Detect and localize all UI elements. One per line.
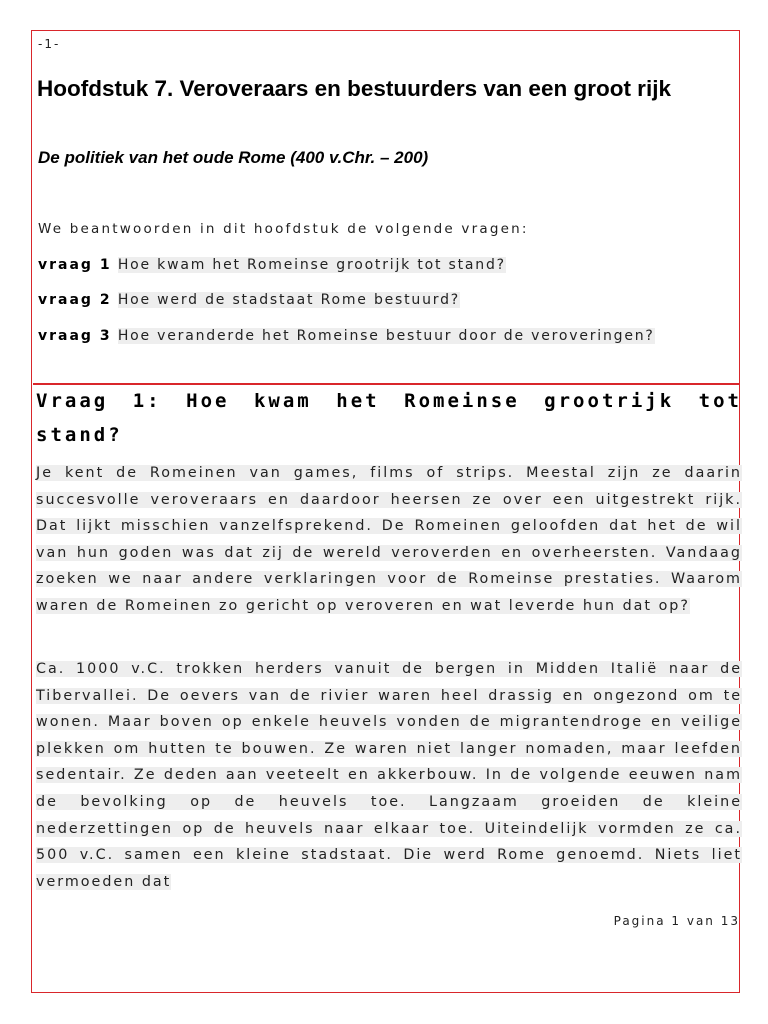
- question-label: vraag 1: [38, 257, 112, 273]
- question-item: [38, 292, 460, 308]
- question-text: Hoe werd de stadstaat Rome bestuurd?: [117, 292, 460, 308]
- paragraph-text: Je kent de Romeinen van games, films of strips. Meestal zijn ze daarin succesvolle veroveraars en daardoor heersen ze over een uitgestrekt rijk. Dat lijkt misschien vanzelfsprekend. De Romeinen geloofden dat het de wil van hun goden was dat zij de wereld veroverden en overheersten. Vandaag zoeken we naar andere verklaringen voor de Romeinse prestaties. Waarom waren de Romeinen zo gericht op veroveren en wat leverde hun dat op?: [36, 465, 742, 614]
- chapter-subtitle: De politiek van het oude Rome (400 v.Chr. – 200): [38, 148, 429, 167]
- paragraph-text: Ca. 1000 v.C. trokken herders vanuit de bergen in Midden Italië naar de Tibervallei. De oevers van de rivier waren heel drassig en ongezond om te wonen. Maar boven op enkele heuvels vonden de migrantendroge en veilige plekken om hutten te bouwen. Ze waren niet langer nomaden, maar leefden sedentair. Ze deden aan veeteelt en akkerbouw. In de volgende eeuwen nam de bevolking op de heuvels toe. Langzaam groeiden de kleine nederzettingen op de heuvels naar elkaar toe. Uiteindelijk vormden ze ca. 500 v.C. samen een kleine stadstaat. Die werd Rome genoemd. Niets liet vermoeden dat: [36, 661, 742, 890]
- chapter-title: Hoofdstuk 7. Veroveraars en bestuurders van een groot rijk: [37, 76, 671, 101]
- question-label: vraag 2: [38, 292, 112, 308]
- question-label: vraag 3: [38, 328, 112, 344]
- body-paragraph: [36, 656, 742, 895]
- page-footer: Pagina 1 van 13: [613, 914, 740, 928]
- question-item: [38, 257, 506, 273]
- question-text: Hoe veranderde het Romeinse bestuur door de veroveringen?: [117, 328, 655, 344]
- question-item: [38, 328, 655, 344]
- page-marker: -1-: [38, 37, 61, 51]
- intro-text: We beantwoorden in dit hoofdstuk de volgende vragen:: [38, 221, 529, 237]
- section-heading: Vraag 1: Hoe kwam het Romeinse grootrijk tot stand?: [36, 390, 742, 446]
- body-paragraph: [36, 460, 742, 620]
- question-text: Hoe kwam het Romeinse grootrijk tot stand?: [117, 257, 506, 273]
